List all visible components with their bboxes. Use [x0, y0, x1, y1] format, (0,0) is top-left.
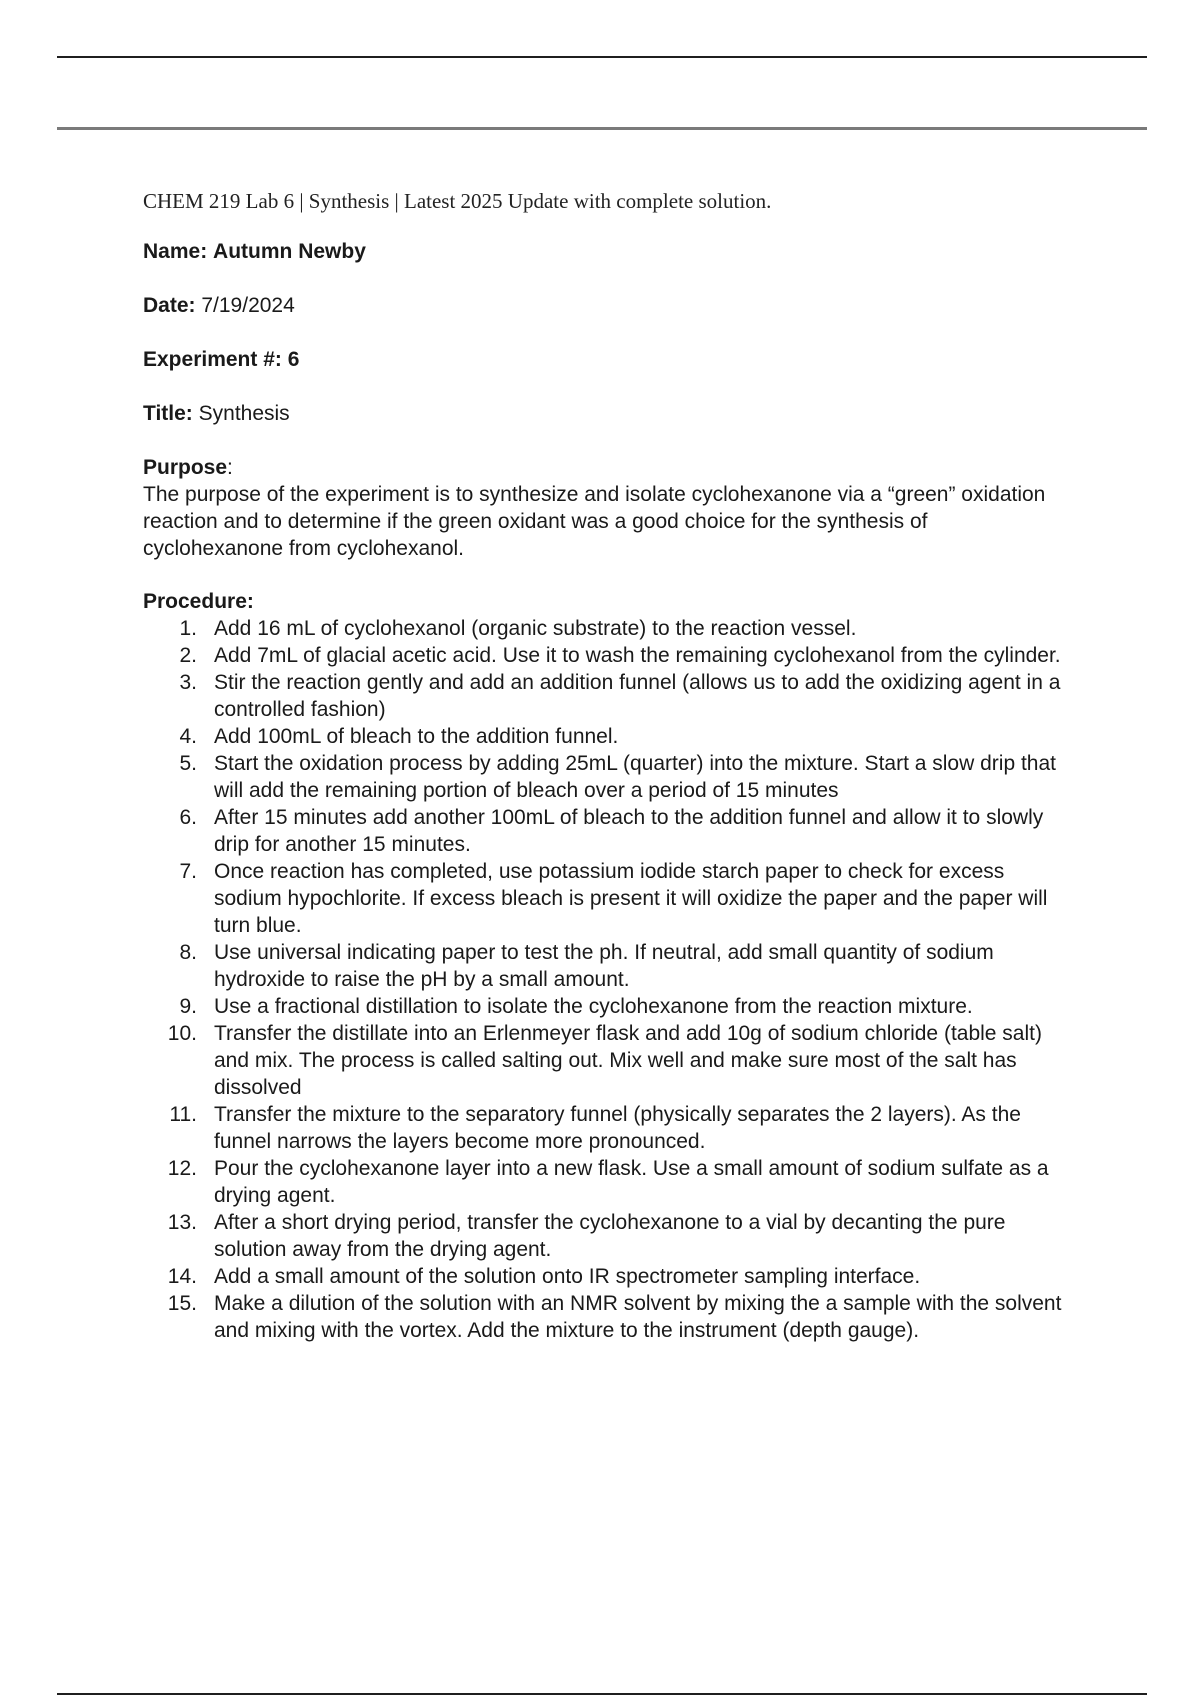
procedure-step-number: 6. — [179, 806, 197, 829]
procedure-step-text: After 15 minutes add another 100mL of bleach to the addition funnel and allow it to slowly drip for another 15 minutes. — [214, 806, 1044, 856]
date-value: 7/19/2024 — [201, 294, 295, 317]
procedure-step-number: 15. — [167, 1292, 197, 1315]
procedure-step — [143, 1263, 1063, 1290]
procedure-step — [143, 723, 1063, 750]
procedure-step-number: 1. — [179, 617, 197, 640]
procedure-step — [143, 1101, 1063, 1155]
procedure-step-number: 13. — [167, 1211, 197, 1234]
procedure-step-text: Add 100mL of bleach to the addition funnel. — [214, 725, 619, 748]
procedure-step — [143, 858, 1063, 939]
experiment-value: 6 — [287, 348, 300, 371]
procedure-step-text: Add 7mL of glacial acetic acid. Use it to wash the remaining cyclohexanol from the cylinder. — [214, 644, 1061, 667]
procedure-step-number: 9. — [179, 995, 197, 1018]
procedure-step — [143, 804, 1063, 858]
procedure-step — [143, 642, 1063, 669]
procedure-step — [143, 1020, 1063, 1101]
procedure-step — [143, 1155, 1063, 1209]
procedure-step-number: 4. — [179, 725, 197, 748]
document-header: CHEM 219 Lab 6 | Synthesis | Latest 2025 Update with complete solution. — [143, 189, 772, 213]
purpose-heading: Purpose: — [143, 456, 233, 479]
procedure-step-number: 7. — [179, 860, 197, 883]
bottom-rule — [57, 1693, 1147, 1695]
purpose-text: The purpose of the experiment is to synthesize and isolate cyclohexanone via a “green” oxidation reaction and to determine if the green oxidant was a good choice for the synthesis of cyclohexanone from cyclohexanol. — [143, 483, 1046, 560]
procedure-step-number: 5. — [179, 752, 197, 775]
experiment-field — [143, 346, 1063, 374]
document-body — [143, 184, 1063, 1344]
procedure-step-number: 10. — [167, 1022, 197, 1045]
date-label: Date: — [143, 294, 196, 317]
name-field — [143, 238, 1063, 266]
procedure-step-text: Pour the cyclohexanone layer into a new flask. Use a small amount of sodium sulfate as a drying agent. — [214, 1157, 1049, 1207]
procedure-step-text: After a short drying period, transfer the cyclohexanone to a vial by decanting the pure solution away from the drying agent. — [214, 1211, 1006, 1261]
procedure-step-text: Stir the reaction gently and add an addition funnel (allows us to add the oxidizing agent in a controlled fashion) — [214, 671, 1061, 721]
name-label: Name: — [143, 240, 208, 263]
procedure-step-number: 2. — [179, 644, 197, 667]
procedure-step-text: Make a dilution of the solution with an NMR solvent by mixing the a sample with the solvent and mixing with the vortex. Add the mixture to the instrument (depth gauge). — [214, 1292, 1062, 1342]
procedure-step — [143, 1290, 1063, 1344]
header-divider — [57, 127, 1147, 130]
procedure-step — [143, 615, 1063, 642]
procedure-step-text: Add a small amount of the solution onto IR spectrometer sampling interface. — [214, 1265, 921, 1288]
procedure-step-text: Once reaction has completed, use potassium iodide starch paper to check for excess sodium hypochlorite. If excess bleach is present it will oxidize the paper and the paper will turn blue. — [214, 860, 1048, 937]
top-rule — [57, 56, 1147, 58]
procedure-heading: Procedure: — [143, 590, 254, 613]
procedure-step — [143, 993, 1063, 1020]
procedure-step-text: Transfer the distillate into an Erlenmeyer flask and add 10g of sodium chloride (table salt) and mix. The process is called salting out. Mix well and make sure most of the salt has dissolved — [214, 1022, 1042, 1099]
purpose-heading-text: Purpose — [143, 456, 228, 479]
title-value: Synthesis — [198, 402, 290, 425]
procedure-step — [143, 750, 1063, 804]
procedure-step-text: Use a fractional distillation to isolate the cyclohexanone from the reaction mixture. — [214, 995, 973, 1018]
procedure-step-number: 3. — [179, 671, 197, 694]
procedure-step — [143, 1209, 1063, 1263]
procedure-step-number: 12. — [167, 1157, 197, 1180]
procedure-step-number: 14. — [167, 1265, 197, 1288]
procedure-step-number: 8. — [179, 941, 197, 964]
procedure-step — [143, 669, 1063, 723]
procedure-step-text: Add 16 mL of cyclohexanol (organic substrate) to the reaction vessel. — [214, 617, 857, 640]
date-field — [143, 292, 1063, 320]
title-label: Title: — [143, 402, 193, 425]
procedure-step — [143, 939, 1063, 993]
procedure-step-text: Use universal indicating paper to test the ph. If neutral, add small quantity of sodium hydroxide to raise the pH by a small amount. — [214, 941, 994, 991]
experiment-label: Experiment #: — [143, 348, 282, 371]
name-value: Autumn Newby — [213, 240, 366, 263]
procedure-step-number: 11. — [169, 1103, 197, 1126]
procedure-step-text: Start the oxidation process by adding 25mL (quarter) into the mixture. Start a slow drip that will add the remaining portion of bleach over a period of 15 minutes — [214, 752, 1056, 802]
procedure-list — [143, 615, 1063, 1344]
procedure-step-text: Transfer the mixture to the separatory funnel (physically separates the 2 layers). As the funnel narrows the layers become more pronounced. — [214, 1103, 1021, 1153]
title-field — [143, 400, 1063, 428]
